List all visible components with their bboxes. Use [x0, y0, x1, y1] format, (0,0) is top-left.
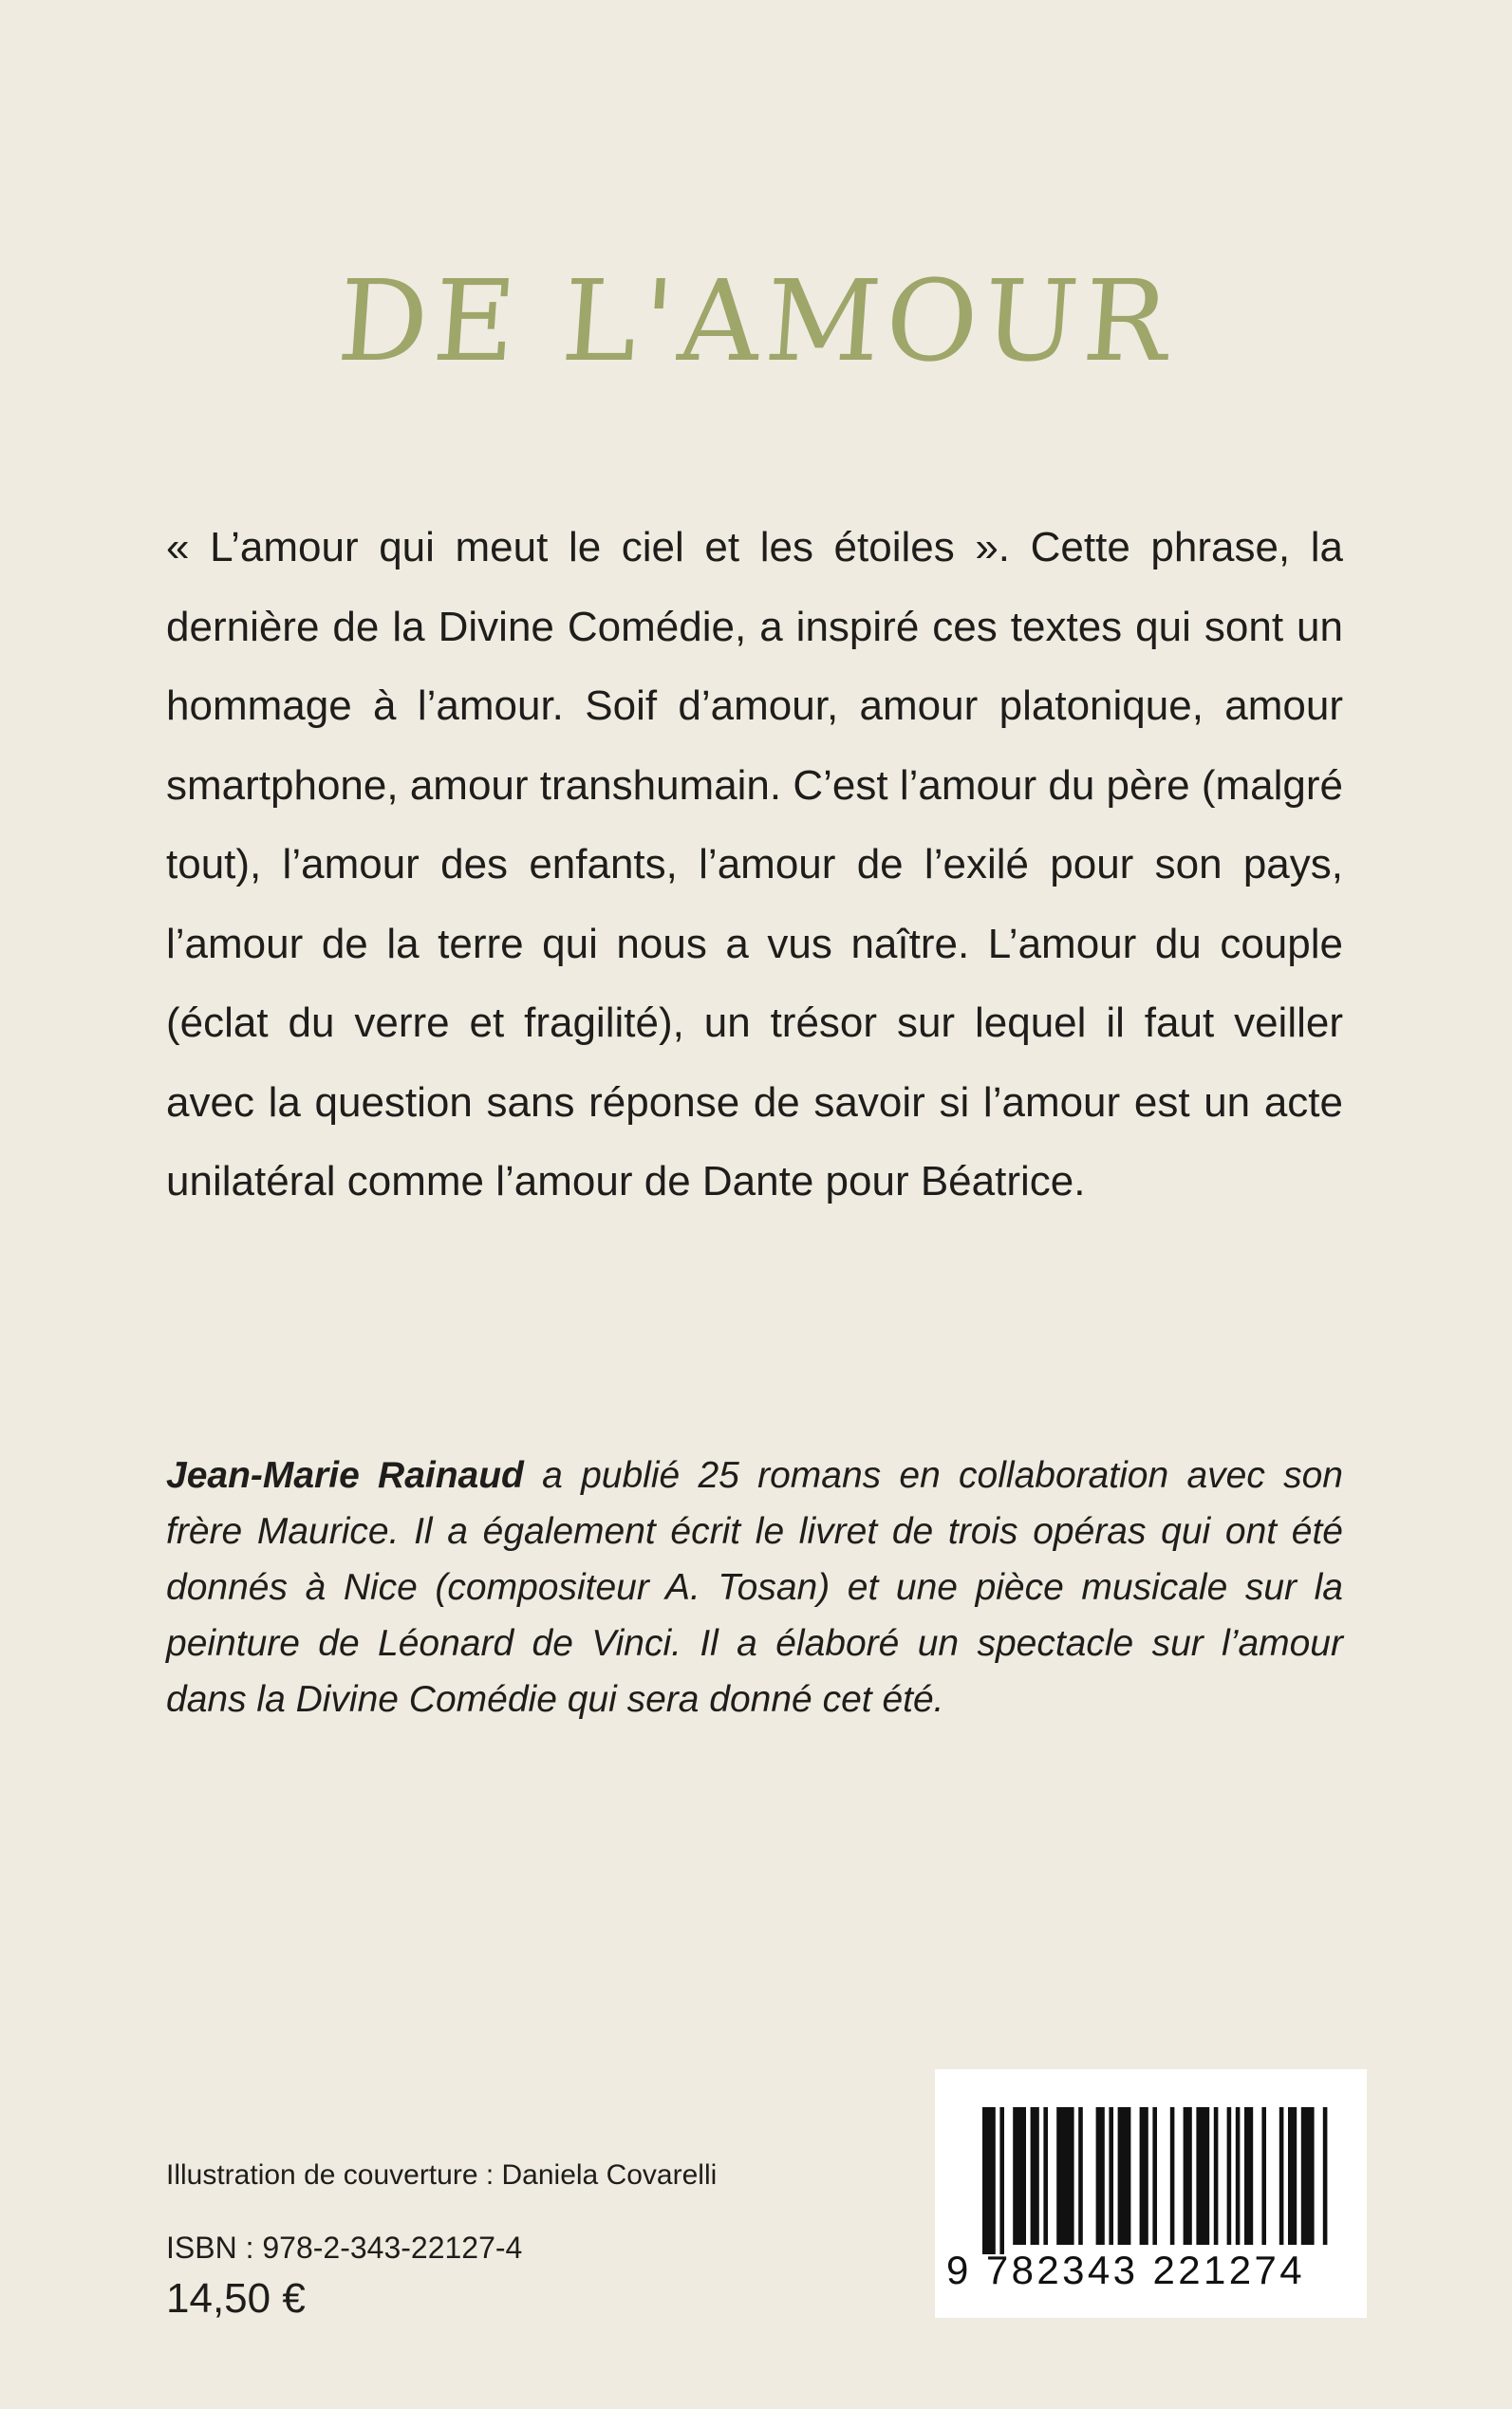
barcode-bar [1214, 2107, 1219, 2245]
barcode-bar [1140, 2107, 1148, 2245]
book-title: DE L'AMOUR [333, 255, 1179, 387]
barcode-bar [1096, 2107, 1105, 2245]
barcode-bar [1031, 2107, 1039, 2245]
price: 14,50 € [166, 2275, 306, 2322]
illustration-credit: Illustration de couverture : Daniela Covarelli [166, 2159, 718, 2191]
barcode-bar [1078, 2107, 1083, 2245]
barcode-bar [1196, 2107, 1209, 2245]
barcode [935, 2069, 1367, 2318]
author-bio-text: a publié 25 romans en collaboration avec son frère Maurice. Il a également écrit le livret de trois opéras qui ont été donnés à Nice (compositeur A. Tosan) et une pièce musicale sur la peinture de Léonard de Vinci. Il a élaboré un spectacle sur l’amour dans la Divine Comédie qui sera donné cet été. [166, 1455, 1343, 1720]
barcode-bar [1109, 2107, 1113, 2245]
book-summary: « L’amour qui meut le ciel et les étoiles ». Cette phrase, la dernière de la Divine Comédie, a inspiré ces textes qui sont un hommage à l’amour. Soif d’amour, amour platonique, amour smartphone, amour transhumain. C’est l’amour du père (malgré tout), l’amour des enfants, l’amour de l’exilé pour son pays, l’amour de la terre qui nous a vus naître. L’amour du couple (éclat du verre et fragilité), un trésor sur lequel il faut veiller avec la question sans réponse de savoir si l’amour est un acte unilatéral comme l’amour de Dante pour Béatrice. [166, 524, 1343, 1204]
barcode-bar [1013, 2107, 1026, 2245]
barcode-bar [1279, 2107, 1284, 2245]
barcode-bar [1170, 2107, 1175, 2245]
isbn: ISBN : 978-2-343-22127-4 [166, 2231, 523, 2265]
barcode-bar [999, 2107, 1004, 2254]
barcode-bar [1236, 2107, 1241, 2245]
barcode-bar [1261, 2107, 1266, 2245]
barcode-bar [1244, 2107, 1253, 2245]
barcode-bar [1152, 2107, 1157, 2245]
barcode-bar [1118, 2107, 1131, 2245]
barcode-bar [1323, 2107, 1328, 2245]
barcode-digits: 9 782343 221274 [946, 2248, 1305, 2292]
barcode-bar [982, 2107, 996, 2254]
barcode-bar [1184, 2107, 1192, 2245]
barcode-bar [1056, 2107, 1073, 2245]
barcode-bar [1227, 2107, 1232, 2245]
barcode-bar [1043, 2107, 1048, 2245]
barcode-bars [935, 2069, 1367, 2259]
author-name: Jean-Marie Rainaud [166, 1455, 524, 1496]
author-bio [166, 1447, 1343, 1727]
barcode-bar [1288, 2107, 1297, 2245]
barcode-bar [1301, 2107, 1315, 2245]
